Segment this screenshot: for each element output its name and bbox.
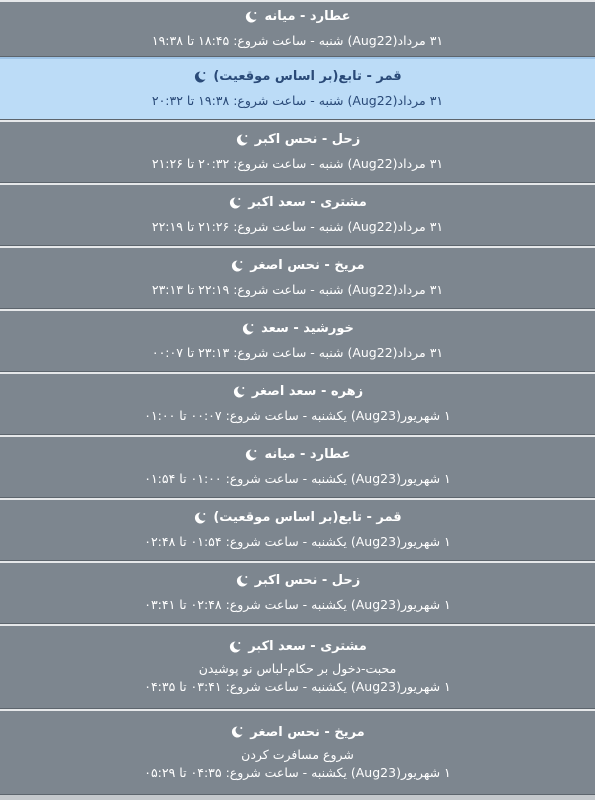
hour-time: ۱ شهریور(Aug23) یکشنبه - ساعت شروع: ۰۳:۴۱ تا ۰۴:۳۵ (144, 679, 451, 694)
hour-title: مشتری - سعد اکبر (248, 639, 367, 654)
hour-time: ۳۱ مرداد(Aug22) شنبه - ساعت شروع: ۲۳:۱۳ تا ۰۰:۰۷ (151, 345, 444, 360)
hour-time: ۱ شهریور(Aug23) یکشنبه - ساعت شروع: ۰۱:۵۴ تا ۰۲:۴۸ (144, 534, 451, 549)
hour-title: زحل - نحس اکبر (254, 573, 361, 588)
hour-time: ۱ شهریور(Aug23) یکشنبه - ساعت شروع: ۰۴:۳۵ تا ۰۵:۲۹ (144, 764, 451, 780)
crescent-moon-icon (228, 640, 242, 654)
hour-title: قمر - تابع(بر اساس موقعیت) (213, 69, 402, 84)
hour-note: شروع مسافرت کردن (241, 746, 354, 762)
hour-card[interactable] (0, 435, 595, 498)
hour-title-row (193, 68, 401, 85)
hour-title: مشتری - سعد اکبر (248, 195, 367, 210)
hour-card[interactable] (0, 309, 595, 372)
hour-title-row (230, 257, 364, 274)
crescent-moon-icon (228, 196, 242, 210)
hour-title-row (193, 509, 401, 526)
crescent-moon-icon (244, 448, 258, 462)
hour-title-row (228, 638, 367, 655)
hour-time: ۱ شهریور(Aug23) یکشنبه - ساعت شروع: ۰۰:۰۷ تا ۰۱:۰۰ (144, 408, 451, 423)
hour-title-row (228, 194, 367, 211)
hour-card[interactable] (0, 57, 595, 120)
hour-note: محبت-دخول بر حکام-لباس نو پوشیدن (198, 661, 397, 676)
crescent-moon-icon (241, 322, 255, 336)
hour-time: ۳۱ مرداد(Aug22) شنبه - ساعت شروع: ۲۰:۳۲ تا ۲۱:۲۶ (151, 156, 444, 171)
hour-title: خورشید - سعد (261, 321, 354, 336)
hour-title-row (244, 8, 350, 25)
hour-title-row (241, 320, 354, 337)
hour-time: ۱ شهریور(Aug23) یکشنبه - ساعت شروع: ۰۲:۴۸ تا ۰۳:۴۱ (144, 597, 451, 612)
hour-title-row (230, 724, 364, 741)
hour-time: ۳۱ مرداد(Aug22) شنبه - ساعت شروع: ۱۸:۴۵ تا ۱۹:۳۸ (151, 33, 444, 48)
hour-title: قمر - تابع(بر اساس موقعیت) (213, 510, 402, 525)
hour-title-row (232, 383, 363, 400)
hour-card[interactable] (0, 183, 595, 246)
crescent-moon-icon (232, 385, 246, 399)
crescent-moon-icon (235, 574, 249, 588)
hour-title-row (244, 446, 350, 463)
hour-time: ۳۱ مرداد(Aug22) شنبه - ساعت شروع: ۲۱:۲۶ تا ۲۲:۱۹ (151, 219, 444, 234)
hour-title: عطارد - میانه (264, 447, 351, 462)
hour-time: ۳۱ مرداد(Aug22) شنبه - ساعت شروع: ۱۹:۳۸ تا ۲۰:۳۲ (151, 93, 444, 108)
hour-card[interactable] (0, 709, 595, 795)
hour-title: عطارد - میانه (264, 9, 351, 24)
hour-title-row (235, 131, 360, 148)
hour-card[interactable] (0, 0, 595, 57)
hour-title-row (235, 572, 360, 589)
hour-title: مریخ - نحس اصغر (250, 724, 365, 740)
crescent-moon-icon (230, 725, 244, 739)
hour-card[interactable] (0, 372, 595, 435)
crescent-moon-icon (193, 511, 207, 525)
hour-card[interactable] (0, 120, 595, 183)
hour-card[interactable] (0, 624, 595, 709)
hour-title: مریخ - نحس اصغر (250, 258, 365, 273)
hour-time: ۳۱ مرداد(Aug22) شنبه - ساعت شروع: ۲۲:۱۹ تا ۲۳:۱۳ (151, 282, 444, 297)
crescent-moon-icon (193, 70, 207, 84)
hour-time: ۱ شهریور(Aug23) یکشنبه - ساعت شروع: ۰۱:۰۰ تا ۰۱:۵۴ (144, 471, 451, 486)
crescent-moon-icon (244, 10, 258, 24)
hour-card[interactable] (0, 561, 595, 624)
crescent-moon-icon (230, 259, 244, 273)
crescent-moon-icon (235, 133, 249, 147)
hour-card[interactable] (0, 498, 595, 561)
hour-title: زحل - نحس اکبر (254, 132, 361, 147)
hour-title: زهره - سعد اصغر (251, 384, 364, 399)
hour-card[interactable] (0, 246, 595, 309)
